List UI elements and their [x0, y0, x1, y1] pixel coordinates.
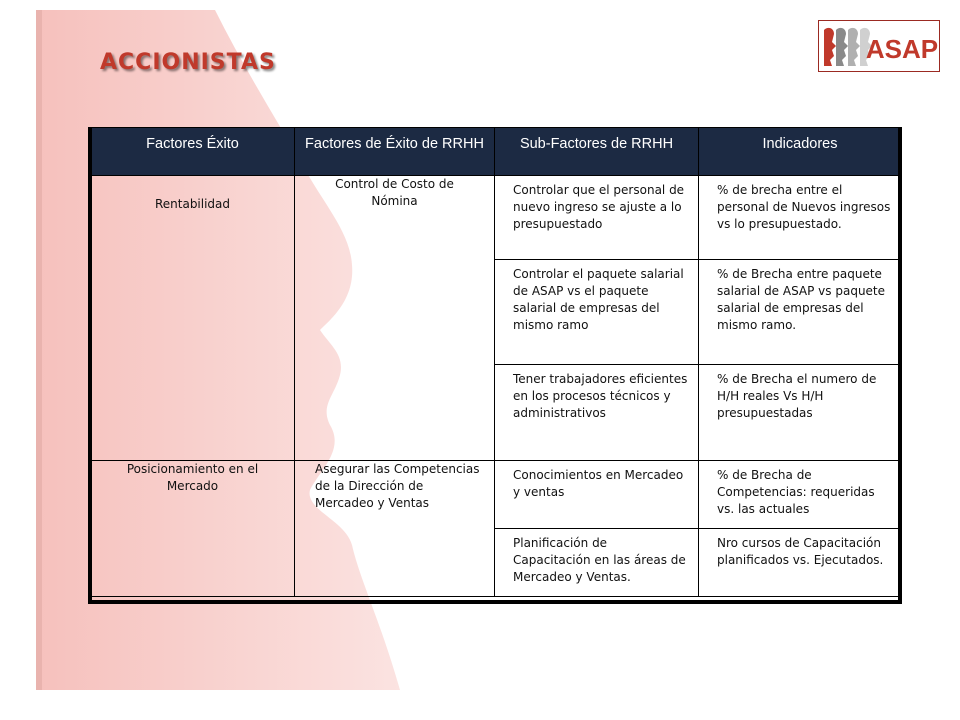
table-header-row — [91, 128, 902, 176]
header-factores-exito: Factores Éxito — [91, 128, 295, 176]
asap-logo — [818, 20, 940, 72]
header-sub-factores-rrhh: Sub-Factores de RRHH — [495, 128, 699, 176]
header-factores-exito-rrhh: Factores de Éxito de RRHH — [295, 128, 495, 176]
logo-wordmark: ASAP — [865, 34, 939, 64]
header-indicadores: Indicadores — [699, 128, 902, 176]
factor-rrhh-cell: Control de Costo de Nómina — [295, 176, 495, 461]
success-factors-table — [90, 127, 902, 597]
table-frame-left — [88, 127, 92, 603]
table-frame-right — [898, 127, 902, 603]
slide-title: ACCIONISTAS — [100, 50, 276, 75]
subfactor-cell: Conocimientos en Mercadeo y ventas — [495, 461, 699, 529]
indicator-cell: % de Brecha entre paquete salarial de ASAP vs paquete salarial de empresas del mismo ramo. — [699, 260, 902, 365]
table-row — [91, 461, 902, 529]
factor-rrhh-cell: Asegurar las Competencias de la Dirección de Mercadeo y Ventas — [295, 461, 495, 597]
indicator-cell: % de brecha entre el personal de Nuevos ingresos vs lo presupuestado. — [699, 176, 902, 260]
indicator-cell: % de Brecha de Competencias: requeridas vs. las actuales — [699, 461, 902, 529]
factor-cell: Rentabilidad — [91, 176, 295, 461]
table-row — [91, 176, 902, 260]
table-frame-bottom — [88, 600, 902, 604]
subfactor-cell: Planificación de Capacitación en las áreas de Mercadeo y Ventas. — [495, 529, 699, 597]
indicator-cell: % de Brecha el numero de H/H reales Vs H/H presupuestadas — [699, 365, 902, 461]
indicator-cell: Nro cursos de Capacitación planificados vs. Ejecutados. — [699, 529, 902, 597]
factor-cell: Posicionamiento en el Mercado — [91, 461, 295, 597]
subfactor-cell: Controlar el paquete salarial de ASAP vs el paquete salarial de empresas del mismo ramo — [495, 260, 699, 365]
subfactor-cell: Controlar que el personal de nuevo ingreso se ajuste a lo presupuestado — [495, 176, 699, 260]
subfactor-cell: Tener trabajadores eficientes en los procesos técnicos y administrativos — [495, 365, 699, 461]
